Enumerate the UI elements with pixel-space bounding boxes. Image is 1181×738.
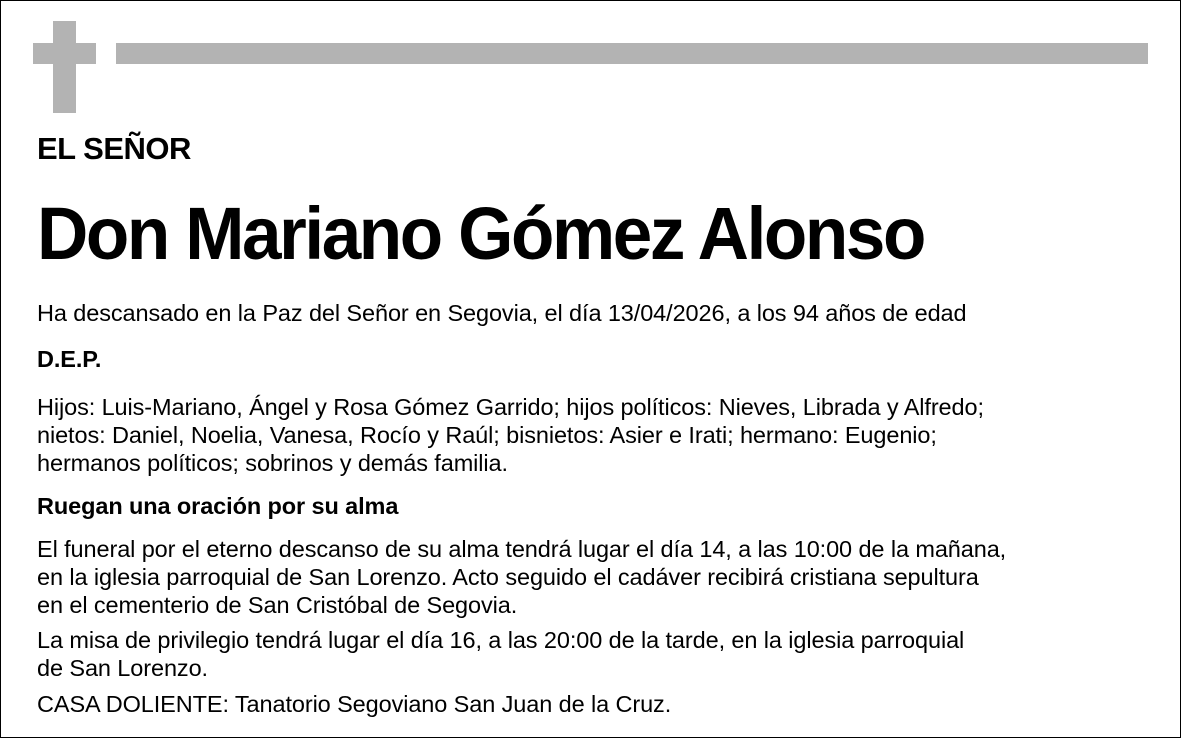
mourning-house: CASA DOLIENTE: Tanatorio Segoviano San Juan de la Cruz.: [37, 691, 672, 717]
mass-line: La misa de privilegio tendrá lugar el día 16, a las 20:00 de la tarde, en la iglesia parroquial: [37, 627, 965, 653]
dep-label: D.E.P.: [37, 346, 102, 372]
family-line: nietos: Daniel, Noelia, Vanesa, Rocío y Raúl; bisnietos: Asier e Irati; hermano: Eugenio;: [37, 422, 937, 448]
deceased-name: Don Mariano Gómez Alonso: [37, 192, 925, 275]
header-rule: [116, 43, 1148, 64]
mass-line: de San Lorenzo.: [37, 655, 208, 681]
cross-icon: [53, 21, 76, 113]
title: EL SEÑOR: [37, 131, 191, 166]
funeral-line: en la iglesia parroquial de San Lorenzo. Acto seguido el cadáver recibirá cristiana sepultura: [37, 564, 979, 590]
prayer-request: Ruegan una oración por su alma: [37, 493, 399, 519]
death-notice: Ha descansado en la Paz del Señor en Segovia, el día 13/04/2026, a los 94 años de edad: [37, 300, 967, 326]
cross-icon-arm: [33, 43, 96, 64]
funeral-line: El funeral por el eterno descanso de su alma tendrá lugar el día 14, a las 10:00 de la mañana,: [37, 536, 1007, 562]
funeral-line: en el cementerio de San Cristóbal de Segovia.: [37, 592, 518, 618]
family-line: hermanos políticos; sobrinos y demás familia.: [37, 450, 508, 476]
family-line: Hijos: Luis-Mariano, Ángel y Rosa Gómez Garrido; hijos políticos: Nieves, Librada y Alfredo;: [37, 394, 984, 420]
